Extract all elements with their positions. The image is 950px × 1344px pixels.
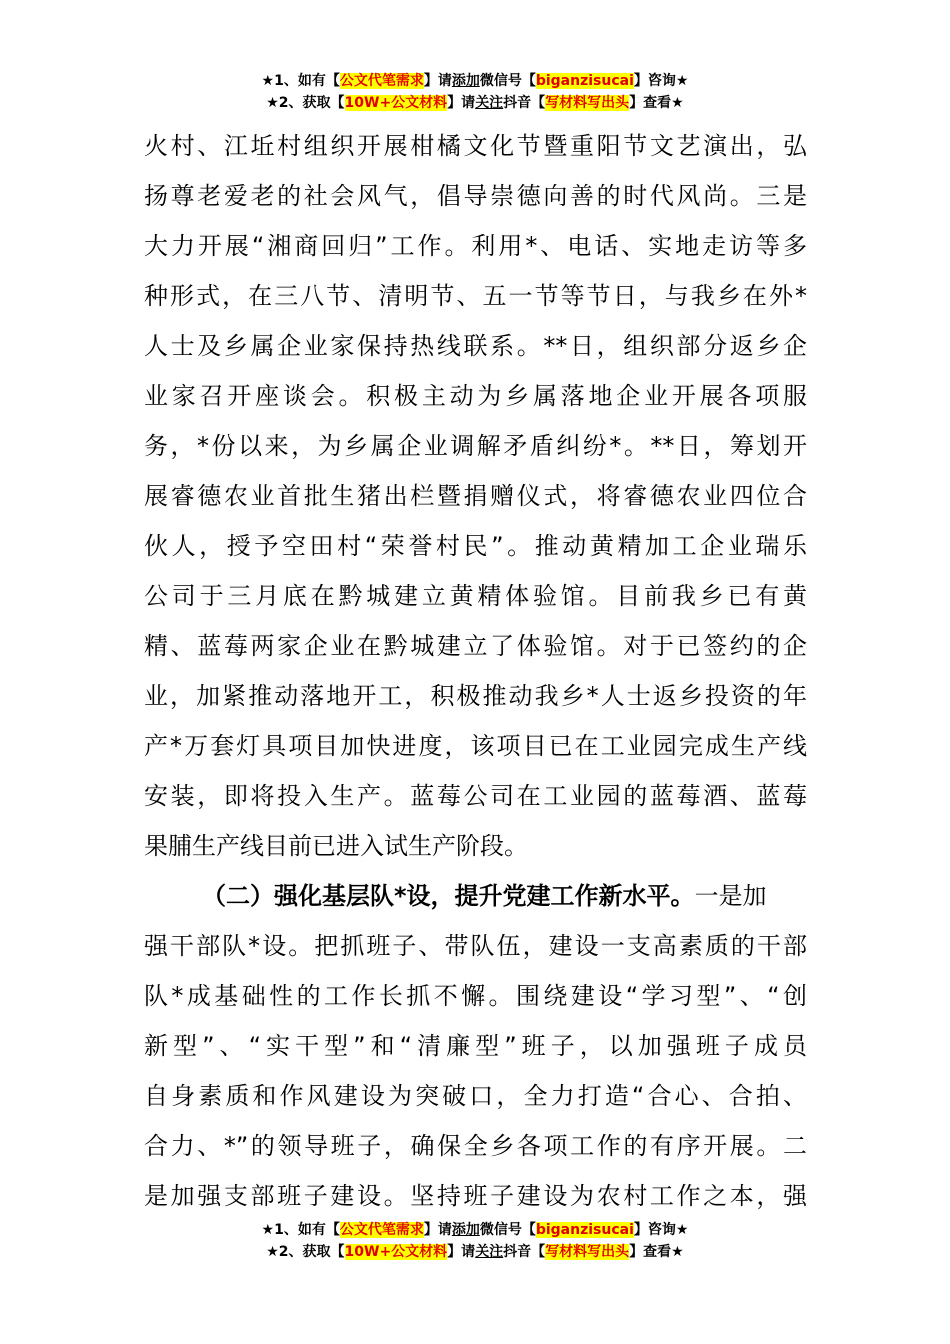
body-line: 业家召开座谈会。积极主动为乡属落地企业开展各项服 xyxy=(144,382,807,410)
notice-highlight: biganzisucai xyxy=(535,1222,634,1238)
notice-highlight: 公文代笔需求 xyxy=(339,73,424,89)
notice-text: 】请 xyxy=(447,1244,476,1260)
footer-notice-line-2 xyxy=(0,1241,950,1263)
notice-text: ★1、如有【 xyxy=(261,73,340,89)
body-line: 扬尊老爱老的社会风气，倡导崇德向善的时代风尚。三是 xyxy=(144,182,807,210)
notice-text: 抖音【 xyxy=(503,1244,546,1260)
notice-highlight: 10W+公文材料 xyxy=(344,1244,448,1260)
document-body xyxy=(144,121,807,1221)
body-line: 精、蓝莓两家企业在黔城建立了体验馆。对于已签约的企 xyxy=(144,632,807,660)
notice-text: ★2、获取【 xyxy=(266,95,345,111)
footer-notice-line-1 xyxy=(0,1219,950,1241)
body-line: 是加强支部班子建设。坚持班子建设为农村工作之本，强 xyxy=(144,1182,807,1210)
notice-text: ★2、获取【 xyxy=(266,1244,345,1260)
notice-text: 微信号【 xyxy=(479,73,536,89)
notice-underlined: 关注 xyxy=(475,95,504,111)
body-line: 新型”、“实干型”和“清廉型”班子，以加强班子成员 xyxy=(144,1032,807,1060)
body-line: 展睿德农业首批生猪出栏暨捐赠仪式，将睿德农业四位合 xyxy=(144,482,807,510)
body-line: 果脯生产线目前已进入试生产阶段。 xyxy=(144,832,528,860)
body-line: 公司于三月底在黔城建立黄精体验馆。目前我乡已有黄 xyxy=(144,582,807,610)
body-line: 大力开展“湘商回归”工作。利用*、电话、实地走访等多 xyxy=(144,232,807,260)
header-notice-line-1 xyxy=(0,70,950,92)
body-line: 务，*份以来，为乡属企业调解矛盾纠纷*。**日，筹划开 xyxy=(144,432,807,460)
footer-notice xyxy=(0,1219,950,1263)
notice-text: 】查看★ xyxy=(629,1244,684,1260)
body-line: 合力、*”的领导班子，确保全乡各项工作的有序开展。二 xyxy=(144,1132,807,1160)
notice-underlined: 关注 xyxy=(475,1244,504,1260)
notice-highlight: 写材料写出头 xyxy=(545,95,630,111)
section-text: 一是加 xyxy=(694,882,767,910)
body-line: 种形式，在三八节、清明节、五一节等节日，与我乡在外* xyxy=(144,282,807,310)
notice-highlight: biganzisucai xyxy=(535,73,634,89)
body-line: 队*成基础性的工作长抓不懈。围绕建设“学习型”、“创 xyxy=(144,982,807,1010)
notice-text: 】咨询★ xyxy=(633,1222,689,1238)
body-line: 安装，即将投入生产。蓝莓公司在工业园的蓝莓酒、蓝莓 xyxy=(144,782,807,810)
body-line: 伙人，授予空田村“荣誉村民”。推动黄精加工企业瑞乐 xyxy=(144,532,807,560)
notice-text: 】请 xyxy=(423,1222,452,1238)
body-line: 自身素质和作风建设为突破口，全力打造“合心、合拍、 xyxy=(144,1082,807,1110)
notice-text: 抖音【 xyxy=(503,95,546,111)
body-line: 业，加紧推动落地开工，积极推动我乡*人士返乡投资的年 xyxy=(144,682,807,710)
notice-text: 微信号【 xyxy=(479,1222,536,1238)
notice-highlight: 10W+公文材料 xyxy=(344,95,448,111)
notice-text: 】咨询★ xyxy=(633,73,689,89)
notice-underlined: 添加 xyxy=(451,73,480,89)
notice-underlined: 添加 xyxy=(451,1222,480,1238)
notice-highlight: 写材料写出头 xyxy=(545,1244,630,1260)
section-heading-line xyxy=(144,871,807,921)
section-heading: （二）强化基层队*设，提升党建工作新水平。 xyxy=(202,882,695,910)
notice-text: 】请 xyxy=(447,95,476,111)
body-line: 人士及乡属企业家保持热线联系。**日，组织部分返乡企 xyxy=(144,332,807,360)
header-notice-line-2 xyxy=(0,92,950,114)
body-line: 火村、江坵村组织开展柑橘文化节暨重阳节文艺演出，弘 xyxy=(144,132,807,160)
notice-text: 】查看★ xyxy=(629,95,684,111)
header-notice xyxy=(0,70,950,114)
notice-text: ★1、如有【 xyxy=(261,1222,340,1238)
body-line: 强干部队*设。把抓班子、带队伍，建设一支高素质的干部 xyxy=(144,932,807,960)
notice-highlight: 公文代笔需求 xyxy=(339,1222,424,1238)
body-line: 产*万套灯具项目加快进度，该项目已在工业园完成生产线 xyxy=(144,732,807,760)
notice-text: 】请 xyxy=(423,73,452,89)
